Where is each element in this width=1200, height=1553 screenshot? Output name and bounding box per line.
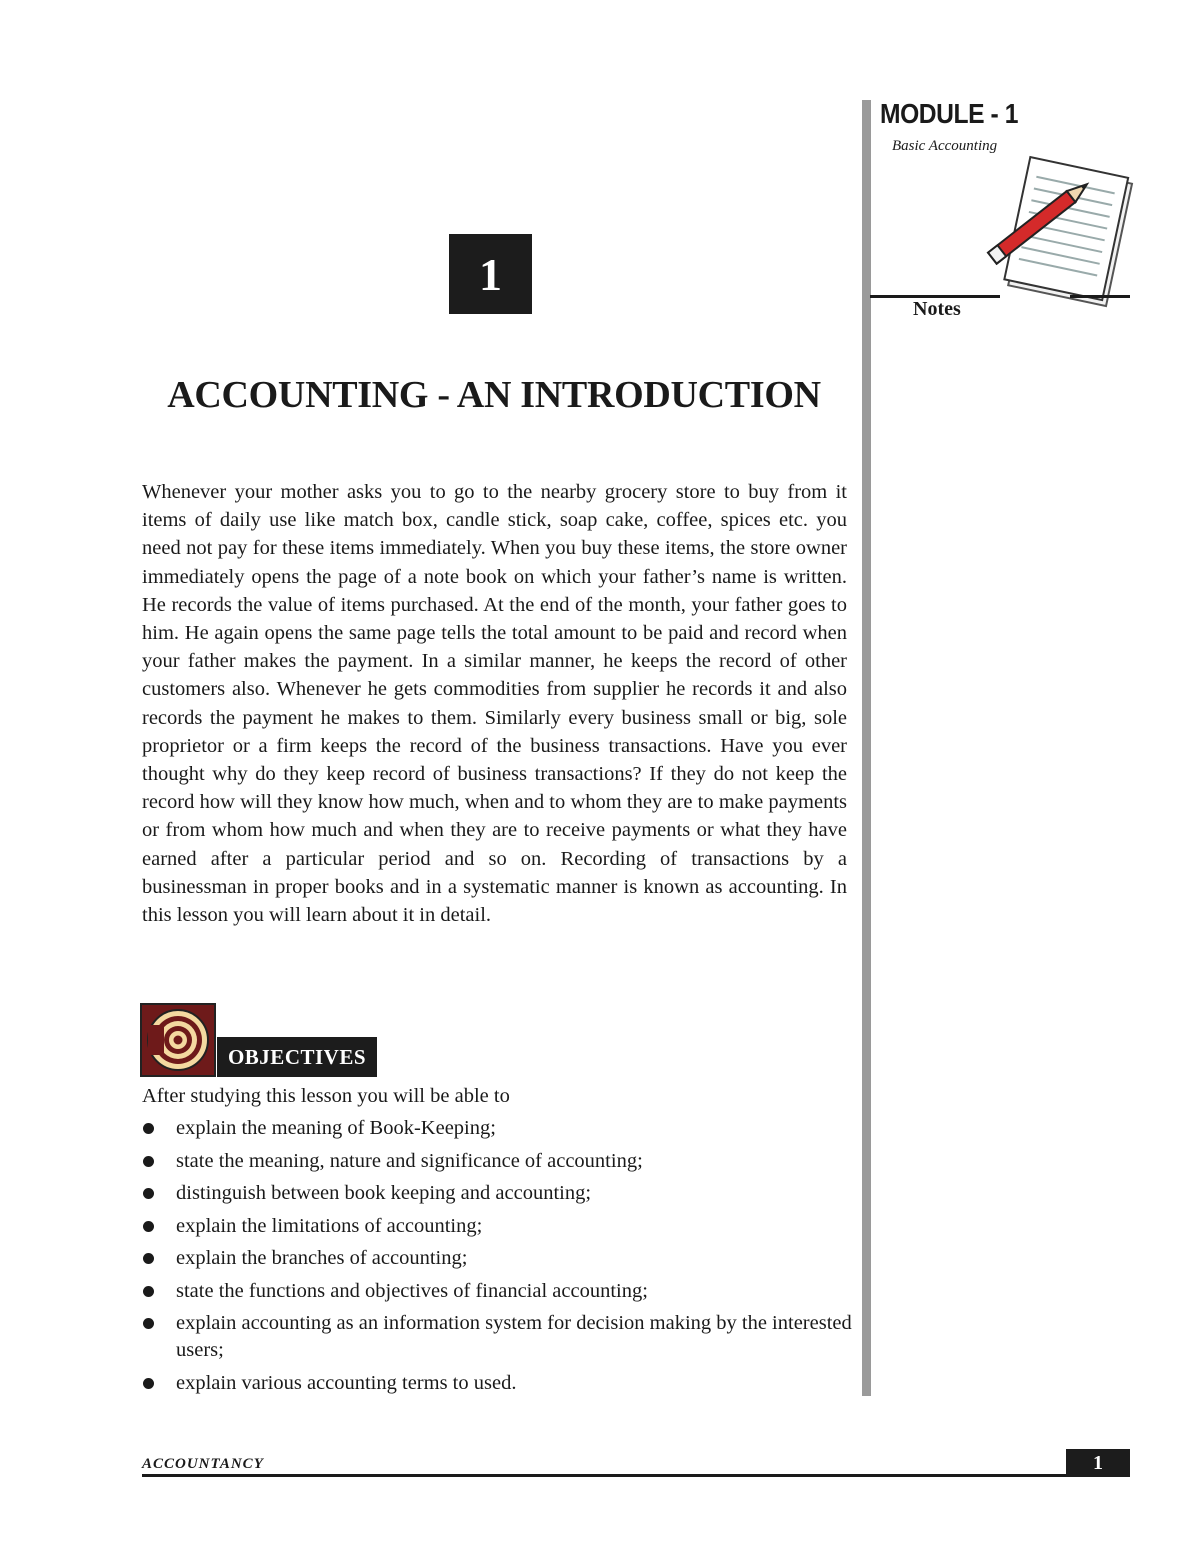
list-item-text: explain various accounting terms to used. xyxy=(176,1371,517,1394)
page-number: 1 xyxy=(1066,1449,1130,1477)
list-item xyxy=(142,1115,852,1142)
bullet-icon xyxy=(143,1188,154,1199)
list-item xyxy=(142,1310,852,1364)
bullet-icon xyxy=(143,1221,154,1232)
list-item xyxy=(142,1180,852,1207)
notes-label: Notes xyxy=(913,298,961,320)
list-item-text: explain accounting as an information system for decision making by the interested users; xyxy=(176,1312,852,1361)
module-title: MODULE - 1 xyxy=(880,98,1018,129)
list-item xyxy=(142,1213,852,1240)
list-item-text: explain the meaning of Book-Keeping; xyxy=(176,1117,496,1139)
notes-rule-right xyxy=(1070,295,1130,298)
target-icon xyxy=(140,1003,216,1077)
bullet-icon xyxy=(143,1318,154,1329)
bullet-icon xyxy=(143,1378,154,1389)
list-item xyxy=(142,1245,852,1272)
bullet-icon xyxy=(143,1123,154,1134)
list-item xyxy=(142,1278,852,1305)
list-item-text: explain the branches of accounting; xyxy=(176,1247,468,1269)
list-item-text: state the functions and objectives of financial accounting; xyxy=(176,1279,648,1302)
footer-rule xyxy=(142,1474,1130,1477)
intro-paragraph: Whenever your mother asks you to go to the nearby grocery store to buy from it items of daily use like match box, candle stick, soap cake, coffee, spices etc. you need not pay for these items immediately. When you buy these items, the store owner immediately opens the page of a note book on which your father’s name is written. He records the value of items purchased. At the end of the month, your father goes to him. He again opens the same page tells the total amount to be paid and record when your father makes the payment. In a similar manner, he keeps the record of other customers also. Whenever he gets commodities from supplier he records it and also records the payment he makes to them. Similarly every business small or big, sole proprietor or a firm keeps the record of the business transactions. Have you ever thought why do they keep record of business transactions? If they do not keep the record how will they know how much, when and to whom they are to make payments or from whom how much and when they are to receive payments or what they have earned after a particular period and so on. Recording of transactions by a businessman in proper books and in a systematic manner is known as accounting. In this lesson you will learn about it in detail. xyxy=(142,481,847,927)
objectives-list xyxy=(142,1115,852,1402)
list-item xyxy=(142,1148,852,1175)
footer-label: ACCOUNTANCY xyxy=(142,1456,264,1472)
module-subtitle: Basic Accounting xyxy=(892,138,998,154)
bullet-icon xyxy=(143,1156,154,1167)
bullet-icon xyxy=(143,1253,154,1264)
list-item xyxy=(142,1370,852,1397)
objectives-intro: After studying this lesson you will be able to xyxy=(142,1085,510,1107)
list-item-text: explain the limitations of accounting; xyxy=(176,1214,483,1237)
list-item-text: state the meaning, nature and significance of accounting; xyxy=(176,1149,643,1172)
bullet-icon xyxy=(143,1286,154,1297)
chapter-title: ACCOUNTING - AN INTRODUCTION xyxy=(167,374,821,416)
list-item-text: distinguish between book keeping and accounting; xyxy=(176,1182,592,1204)
chapter-number: 1 xyxy=(449,234,532,314)
objectives-heading: OBJECTIVES xyxy=(217,1037,377,1077)
